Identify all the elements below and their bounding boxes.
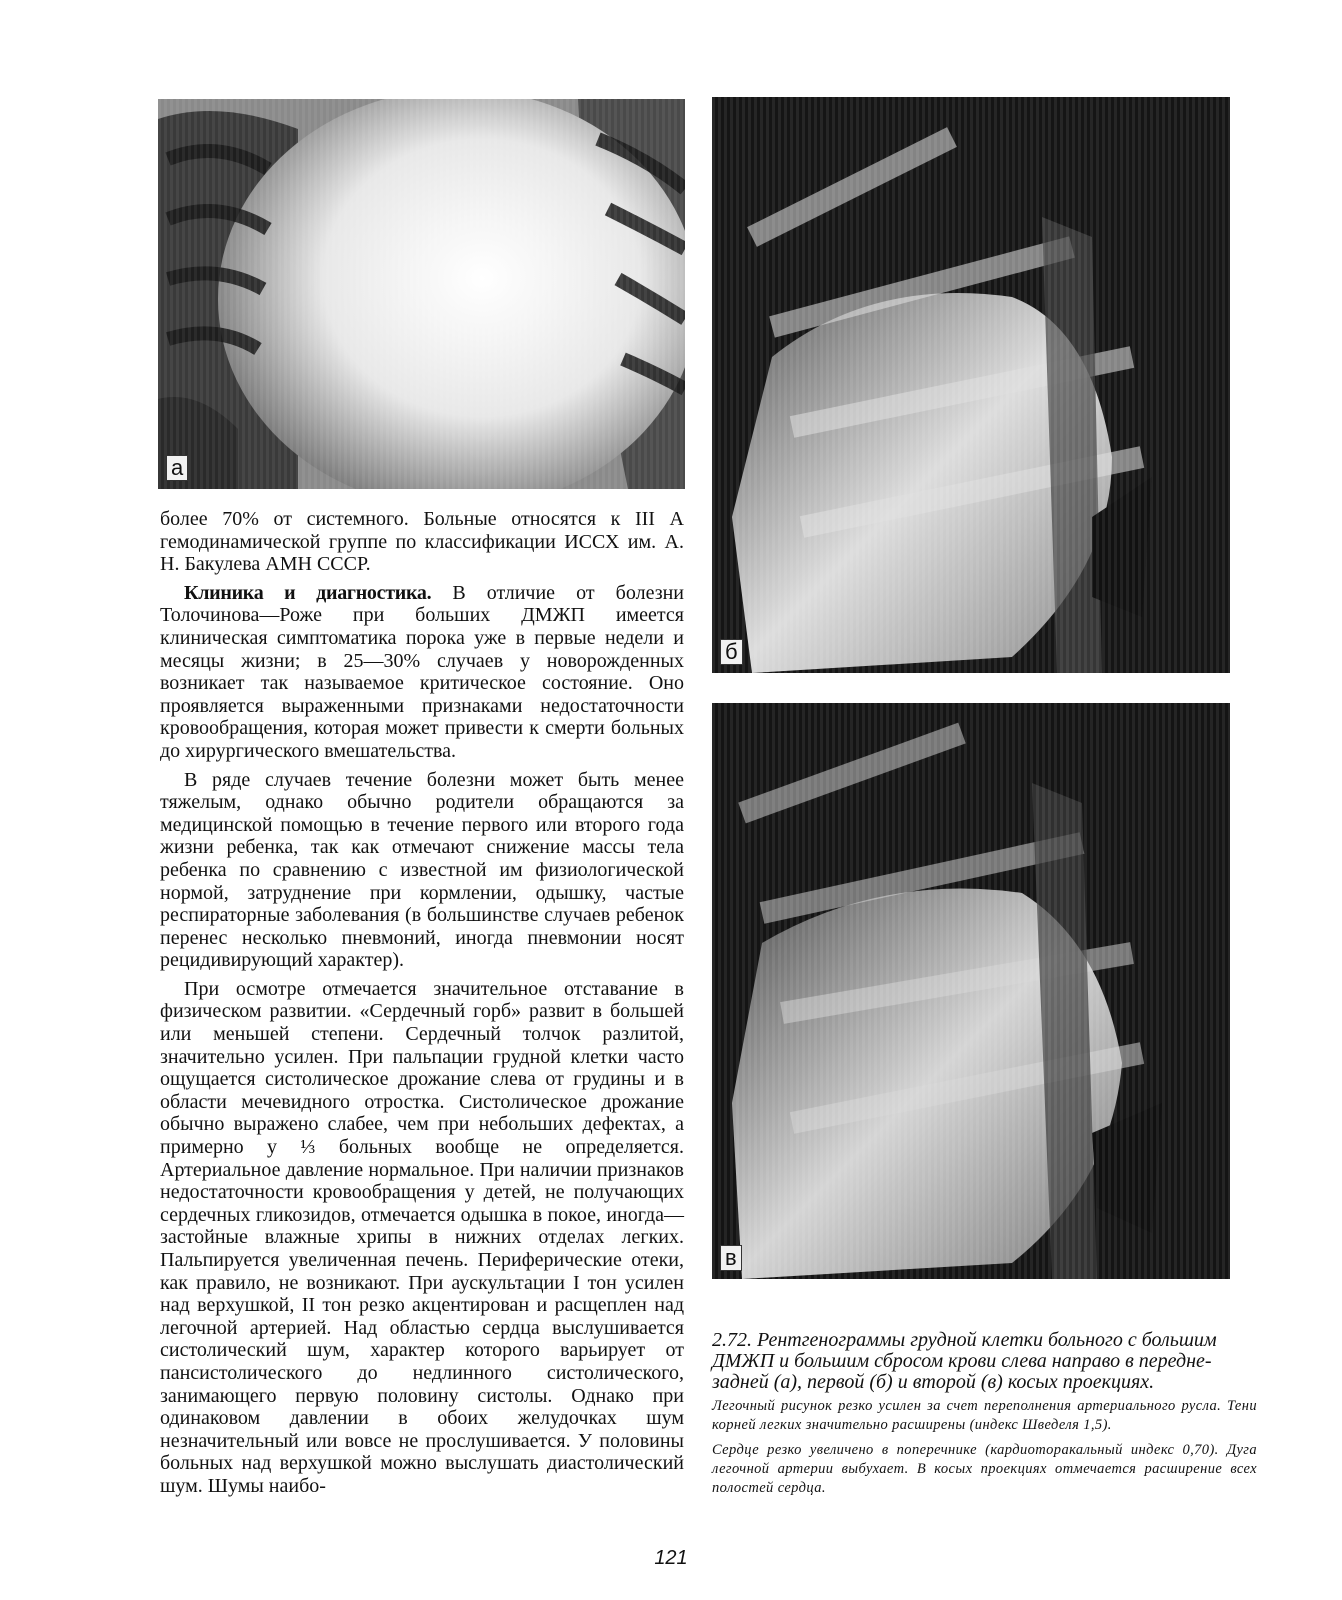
panel-label-b: б <box>720 639 743 665</box>
xray-panel-a <box>158 99 685 489</box>
xray-panel-b <box>712 97 1230 673</box>
panel-label-a: а <box>166 455 188 481</box>
caption-note-2: Сердце резко увеличено в поперечнике (кардиоторакальный индекс 0,70). Дуга легочной артерии выбухает. В косых проекциях отмечается расширение всех полостей сердца. <box>712 1442 1257 1496</box>
caption-note-1: Легочный рисунок резко усилен за счет переполнения артериального русла. Тени корней легких значительно расширены (индекс Шведеля 1,5). <box>712 1398 1257 1433</box>
paragraph-2 <box>160 582 684 763</box>
paragraph-1: более 70% от системного. Больные относятся к III А гемодинамической группе по классификации ИССХ им. А. Н. Бакулева АМН СССР. <box>160 508 684 576</box>
section-heading: Клиника и диагностика. <box>184 581 432 604</box>
page-number: 121 <box>654 1547 688 1569</box>
panel-label-c: в <box>720 1245 742 1271</box>
xray-panel-c <box>712 703 1230 1279</box>
paragraph-4: При осмотре отмечается значительное отставание в физическом развитии. «Сердечный горб» развит в большей или меньшей степени. Сердечный толчок разлитой, значительно усилен. При пальпации грудной клетки часто ощущается систолическое дрожание слева от грудины и в области мечевидного отростка. Систолическое дрожание обычно выражено слабее, чем при небольших дефектах, а примерно у ⅓ больных вообще не определяется. Артериальное давление нормальное. При наличии признаков недостаточности кровообращения у детей, не получающих сердечных гликозидов, отмечается одышка в покое, иногда—застойные влажные хрипы в нижних отделах легких. Пальпируется увеличенная печень. Периферические отеки, как правило, не возникают. При аускультации I тон усилен над верхушкой, II тон резко акцентирован и расщеплен над легочной артерией. Над областью сердца выслушивается систолический шум, характер которого варьирует от пансистолического до недлинного систолического, занимающего первую половину систолы. Однако при одинаковом давлении в обоих желудочках шум незначительный или вовсе не прослушивается. У половины больных над верхушкой можно выслушать диастолический шум. Шумы наибо- <box>160 977 684 1497</box>
chest-xray-oblique-second-icon <box>712 703 1230 1279</box>
body-text-column <box>160 508 684 1504</box>
chest-xray-frontal-icon <box>158 99 685 489</box>
paragraph-2-text: В отличие от болезни Толочинова—Роже при больших ДМЖП имеется клиническая симптоматика порока уже в первые недели и месяцы жизни; в 25—30% случаев у новорожденных возникает так называемое критическое состояние. Оно проявляется выраженными признаками недостаточности кровообращения, которая может привести к смерти больных до хирургического вмешательства. <box>160 581 684 762</box>
paragraph-3: В ряде случаев течение болезни может быть менее тяжелым, однако обычно родители обращаются за медицинской помощью в течение первого или второго года жизни ребенка, так как отмечают снижение массы тела ребенка по сравнению с известной им физиологической нормой, затруднение при кормлении, одышку, частые респираторные заболевания (в большинстве случаев ребенок перенес несколько пневмоний, иногда пневмонии носят рецидивирующий характер). <box>160 768 684 972</box>
figure-caption <box>712 1330 1257 1504</box>
caption-title: 2.72. Рентгенограммы грудной клетки больного с большим ДМЖП и большим сбросом крови слева направо в передне-задней (а), первой (б) и второй (в) косых проекциях. <box>712 1329 1217 1393</box>
chest-xray-oblique-first-icon <box>712 97 1230 673</box>
